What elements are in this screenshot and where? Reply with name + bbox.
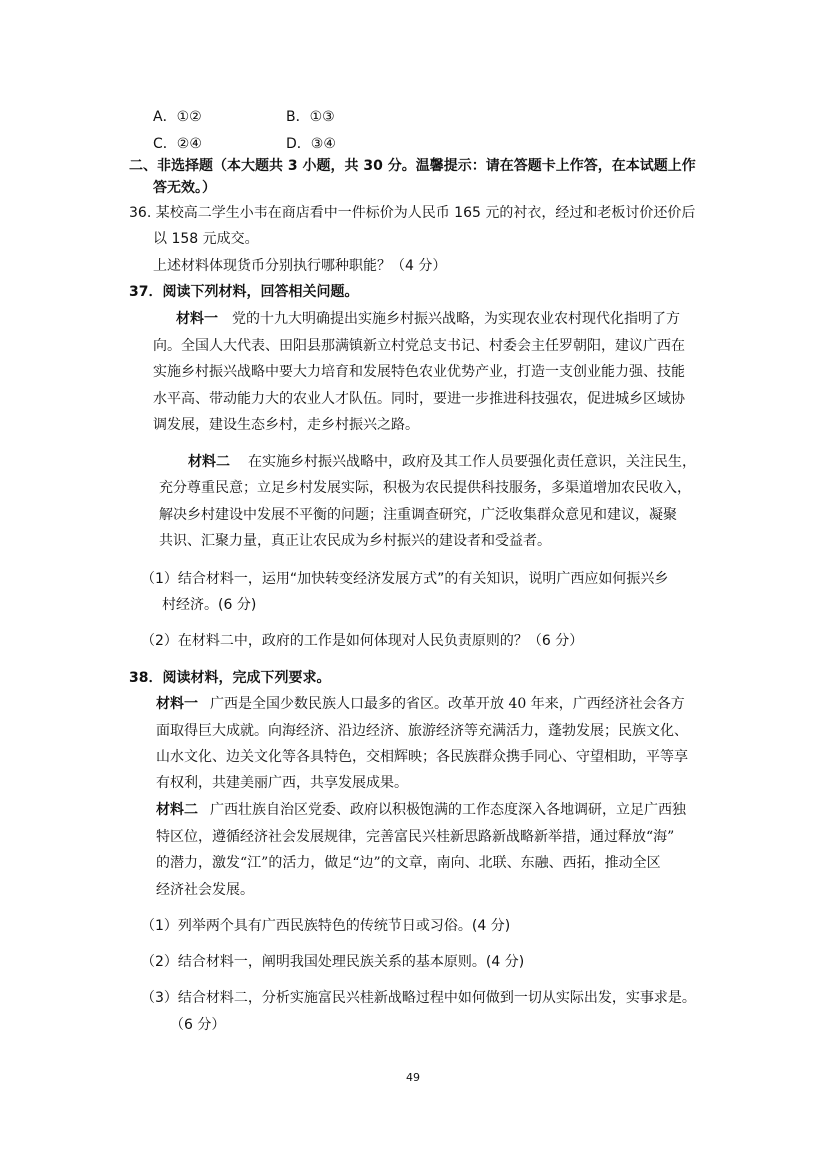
option-d-label: D． [286,136,311,152]
q37-material1-label: 材料一 [176,311,218,327]
q38-material2-line2: 特区位，遵循经济社会发展规律，完善富民兴桂新思路新战略新举措，通过释放“海” [156,829,675,845]
option-a-label: A． [153,109,177,125]
q38-material2-line4: 经济社会发展。 [156,882,254,898]
option-a-value: ①② [176,109,202,125]
q38-material2-label: 材料二 [156,802,198,818]
q36-line1: 36. 某校高二学生小韦在商店看中一件标价为人民币 165 元的衬衣，经过和老板讨价还价后 [129,205,696,221]
q38-material1-line3: 山水文化、边关文化等各具特色，交相辉映；各民族群众携手同心、守望相助，平等享 [156,749,688,765]
option-b-label: B． [286,109,310,125]
option-b [286,107,335,127]
q37-material2-line2: 充分尊重民意；立足乡村发展实际，积极为农民提供科技服务，多渠道增加农民收入， [159,480,691,496]
q37-material2-line1 [188,452,696,472]
q37-material2-line4: 共识、汇聚力量，真正让农民成为乡村振兴的建设者和受益者。 [159,533,551,549]
q38-material1-line1 [156,694,685,714]
q38-material1-label: 材料一 [156,696,198,712]
option-c [153,134,202,154]
q38-material1-text: 广西是全国少数民族人口最多的省区。改革开放 40 年来，广西经济社会各方 [210,696,685,712]
q37-material1-line4: 水平高、带动能力大的农业人才队伍。同时，要进一步推进科技强农，促进城乡区域协 [153,391,685,407]
q38-material1-line2: 面取得巨大成就。向海经济、沿边经济、旅游经济等充满活力，蓬勃发展；民族文化、 [156,723,688,739]
q37-sub1-line1: （1）结合材料一，运用“加快转变经济发展方式”的有关知识，说明广西应如何振兴乡 [141,571,669,587]
q38-sub2: （2）结合材料一，阐明我国处理民族关系的基本原则。(4 分) [141,954,525,970]
q37-material2-line3: 解决乡村建设中发展不平衡的问题；注重调查研究，广泛收集群众意见和建议，凝聚 [159,507,677,523]
q37-material2-label: 材料二 [188,454,230,470]
section2-heading-line1: 二、非选择题（本大题共 3 小题，共 30 分。温馨提示：请在答题卡上作答，在本试题上作 [129,158,696,174]
q37-material1-line1 [176,309,680,329]
q38-material2-line3: 的潜力，激发“江”的活力，做足“边”的文章，南向、北联、东融、西拓，推动全区 [156,855,661,871]
q37-material1-text: 党的十九大明确提出实施乡村振兴战略，为实现农业农村现代化指明了方 [232,311,680,327]
option-c-label: C． [153,136,177,152]
q38-sub3-line1: （3）结合材料二，分析实施富民兴桂新战略过程中如何做到一切从实际出发，实事求是。 [141,990,696,1006]
q36-line3: 上述材料体现货币分别执行哪种职能？（4 分） [153,258,447,274]
option-b-value: ①③ [309,109,335,125]
q37-sub2: （2）在材料二中，政府的工作是如何体现对人民负责原则的？（6 分） [141,633,584,649]
q38-material2-line1 [156,800,686,820]
q37-material1-line3: 实施乡村振兴战略中要大力培育和发展特色农业优势产业，打造一支创业能力强、技能 [153,364,685,380]
q37-material1-line5: 调发展，建设生态乡村，走乡村振兴之路。 [153,417,419,433]
section2-heading-line2: 答无效。） [153,180,216,196]
q37-sub1-line2: 村经济。(6 分) [162,597,257,613]
page-number: 49 [406,1071,420,1084]
q38-title: 38．阅读材料，完成下列要求。 [129,670,331,686]
q37-material2-text: 在实施乡村振兴战略中，政府及其工作人员要强化责任意识，关注民生， [248,454,696,470]
q37-material1-line2: 向。全国人大代表、田阳县那满镇新立村党总支书记、村委会主任罗朝阳，建议广西在 [153,338,685,354]
q36-line2: 以 158 元成交。 [153,231,259,247]
option-a [153,107,202,127]
option-d [286,134,336,154]
q38-sub3-line2: （6 分） [170,1017,226,1033]
option-d-value: ③④ [310,136,336,152]
q38-material1-line4: 有权利，共建美丽广西，共享发展成果。 [156,775,408,791]
q38-sub1: （1）列举两个具有广西民族特色的传统节日或习俗。(4 分) [141,918,511,934]
q38-material2-text: 广西壮族自治区党委、政府以积极饱满的工作态度深入各地调研，立足广西独 [210,802,686,818]
q37-title: 37．阅读下列材料，回答相关问题。 [129,284,359,300]
option-c-value: ②④ [176,136,202,152]
